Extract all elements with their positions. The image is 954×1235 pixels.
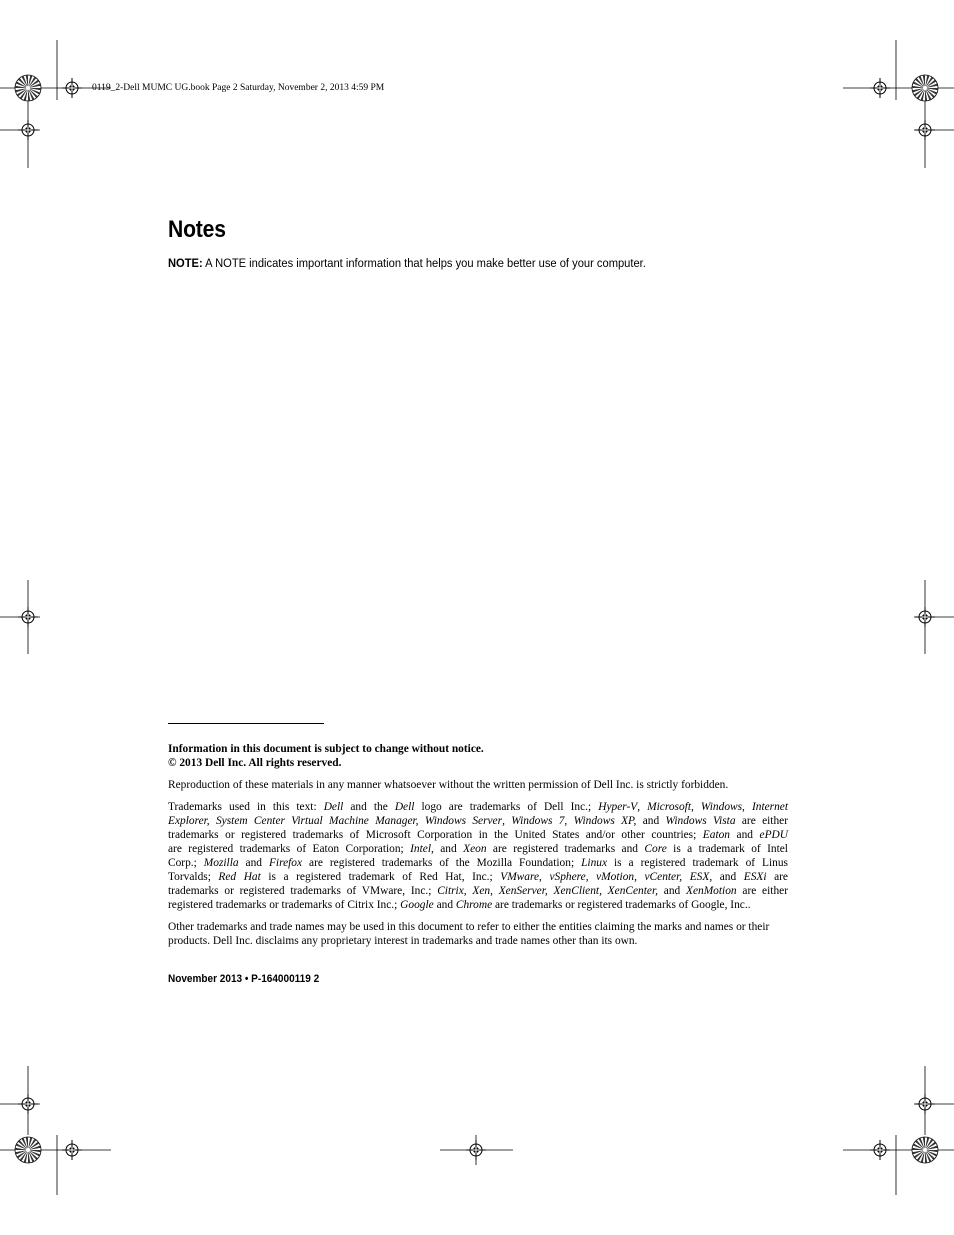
tm-mark: XenMotion <box>685 885 737 897</box>
tm-mark: Firefox <box>268 857 303 869</box>
notice-block <box>168 742 788 770</box>
note-paragraph <box>168 256 646 270</box>
page-title: Notes <box>168 216 226 243</box>
tm-text: , <box>637 801 648 813</box>
color-wheel-icon <box>912 75 938 101</box>
tm-mark: VMware <box>500 871 540 883</box>
note-label: NOTE: <box>168 256 203 270</box>
tm-mark: Internet <box>751 801 789 813</box>
tm-mark: Google <box>400 899 434 911</box>
tm-mark: Windows Vista <box>665 815 736 827</box>
trademark-line <box>168 814 788 828</box>
footer-date-part-number: November 2013 • P-164000119 2 <box>168 973 320 985</box>
trademark-line <box>168 870 788 884</box>
tm-text: , <box>539 871 550 883</box>
notice-line: Information in this document is subject to change without notice. <box>168 743 484 755</box>
tm-text: , and <box>709 871 744 883</box>
tm-text: Torvalds; <box>168 871 219 883</box>
tm-text: and <box>730 829 760 841</box>
tm-text: registered trademarks or trademarks of Citrix Inc.; <box>168 899 401 911</box>
tm-text: , <box>502 815 512 827</box>
tm-mark: Mozilla <box>203 857 239 869</box>
other-trademarks-notice <box>168 920 788 948</box>
tm-mark: Windows XP, <box>573 815 637 827</box>
tm-text: are either <box>736 885 788 897</box>
tm-text: are <box>766 871 788 883</box>
tm-mark: Linux <box>581 857 608 869</box>
tm-text: , <box>691 801 701 813</box>
registration-mark-icon <box>18 607 38 627</box>
color-wheel-icon <box>912 1137 938 1163</box>
crop-marks <box>0 40 954 1195</box>
tm-mark: Citrix, Xen, XenServer, XenClient, XenCenter, <box>437 885 658 897</box>
tm-text: trademarks or registered trademarks of VMware, Inc.; <box>168 885 438 897</box>
registration-mark-icon <box>62 1140 82 1160</box>
tm-text: is a registered trademark of Linus <box>607 857 788 869</box>
tm-text: logo are trademarks of Dell Inc.; <box>414 801 599 813</box>
trademark-line <box>168 828 788 842</box>
tm-text: and <box>636 815 666 827</box>
tm-mark: Intel, <box>410 843 434 855</box>
registration-mark-icon <box>870 1140 890 1160</box>
footnote-rule <box>168 723 324 724</box>
tm-mark: Microsoft <box>647 801 691 813</box>
tm-text: and <box>433 899 456 911</box>
trademark-line <box>168 842 788 856</box>
tm-mark: Dell <box>323 801 344 813</box>
registration-mark-icon <box>915 607 935 627</box>
registration-mark-icon <box>62 78 82 98</box>
tm-mark: Chrome <box>455 899 493 911</box>
tm-text: is a trademark of Intel <box>666 843 788 855</box>
tm-mark: Windows 7 <box>511 815 565 827</box>
tm-text: Trademarks used in this text: <box>168 801 324 813</box>
trademark-line <box>168 898 788 912</box>
tm-text: and the <box>343 801 395 813</box>
tm-mark: vSphere, vMotion, vCenter, ESX <box>549 871 710 883</box>
registration-mark-icon <box>18 1094 38 1114</box>
tm-mark: Xeon <box>463 843 487 855</box>
tm-text: are registered trademarks of the Mozilla Foundation; <box>302 857 582 869</box>
tm-mark: Hyper-V <box>598 801 638 813</box>
tm-text: are trademarks or registered trademarks of Google, Inc.. <box>492 899 751 911</box>
copyright-line: © 2013 Dell Inc. All rights reserved. <box>168 757 342 769</box>
note-text: A NOTE indicates important information that helps you make better use of your computer. <box>202 256 646 270</box>
registration-mark-icon <box>466 1140 486 1160</box>
registration-mark-icon <box>915 120 935 140</box>
tm-text: , <box>742 801 752 813</box>
tm-text: are registered trademarks of Eaton Corporation; <box>168 843 411 855</box>
tm-mark: Windows <box>700 801 743 813</box>
tm-mark: ESXi <box>743 871 767 883</box>
trademark-line <box>168 800 788 814</box>
print-slug-line: 0119_2-Dell MUMC UG.book Page 2 Saturday, November 2, 2013 4:59 PM <box>92 83 385 93</box>
tm-mark: Explorer, System Center Virtual Machine Manager, Windows Server <box>168 815 503 827</box>
trademark-line <box>168 884 788 898</box>
registration-mark-icon <box>18 120 38 140</box>
color-wheel-icon <box>15 75 41 101</box>
trademark-notice <box>168 800 788 912</box>
tm-mark: Dell <box>394 801 415 813</box>
tm-mark: Core <box>644 843 667 855</box>
tm-text: , <box>564 815 574 827</box>
reproduction-notice <box>168 778 788 792</box>
registration-mark-icon <box>915 1094 935 1114</box>
tm-text: and <box>657 885 686 897</box>
reproduction-text: Reproduction of these materials in any manner whatsoever without the written permission of Dell Inc. is strictly forbidden. <box>168 779 729 791</box>
trademark-line <box>168 856 788 870</box>
other-trademarks-text: Other trademarks and trade names may be used in this document to refer to either the entities claiming the marks and names or their products. Dell Inc. disclaims any proprietary interest in trademarks and trade names other than its own. <box>168 921 770 947</box>
tm-text: are either <box>735 815 789 827</box>
tm-mark: Eaton <box>702 829 731 841</box>
tm-text: and <box>238 857 269 869</box>
tm-text: and <box>433 843 464 855</box>
color-wheel-icon <box>15 1137 41 1163</box>
tm-text: is a registered trademark of Red Hat, Inc.; <box>260 871 501 883</box>
tm-text: Corp.; <box>168 857 204 869</box>
tm-mark: Red Hat <box>218 871 261 883</box>
tm-mark: ePDU <box>759 829 788 841</box>
registration-mark-icon <box>870 78 890 98</box>
tm-text: are registered trademarks and <box>486 843 645 855</box>
tm-text: trademarks or registered trademarks of Microsoft Corporation in the United States and/or other countries; <box>168 829 703 841</box>
